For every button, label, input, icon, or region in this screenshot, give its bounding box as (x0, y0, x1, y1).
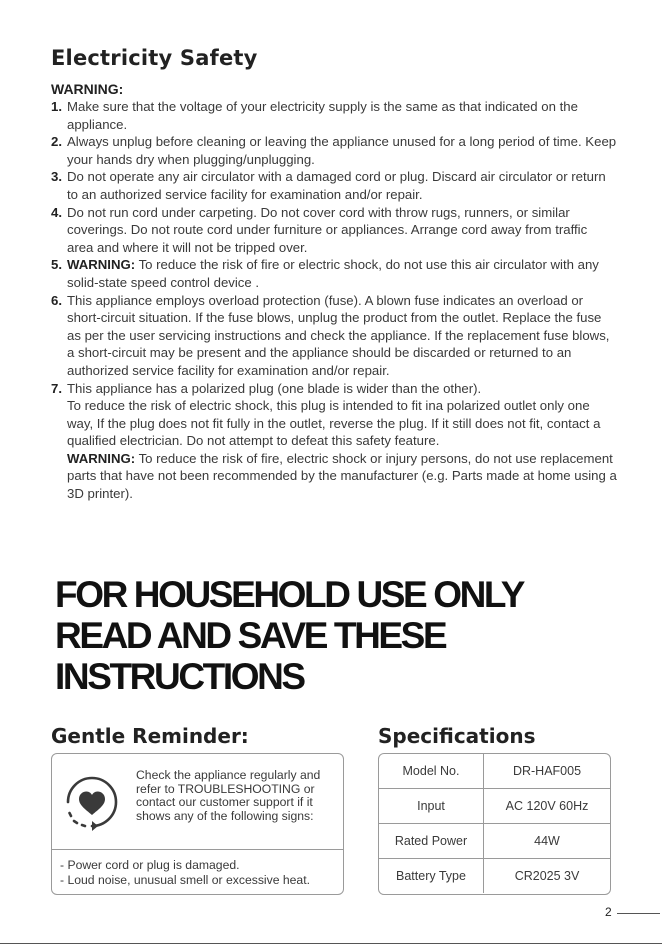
household-line-1: FOR HOUSEHOLD USE ONLY (55, 574, 524, 615)
list-item: - Loud noise, unusual smell or excessive heat. (60, 872, 310, 887)
section-title: Electricity Safety (51, 46, 258, 70)
item-text: Make sure that the voltage of your electricity supply is the same as that indicated on the appliance. (67, 99, 578, 132)
list-item (51, 380, 617, 503)
page-number: 2 (605, 905, 612, 919)
spec-value: CR2025 3V (514, 869, 580, 883)
specifications-table (378, 753, 611, 895)
reminder-box (51, 753, 344, 895)
warning-label: WARNING: (51, 81, 124, 97)
item-warning (67, 450, 617, 503)
item-number: 1. (51, 99, 62, 114)
table-row (379, 754, 610, 788)
household-line-3: INSTRUCTIONS (55, 656, 304, 697)
item-warning-text: To reduce the risk of fire, electric shock or injury persons, do not use replacement parts that have not been recommended by the manufacturer (e.g. Parts made at home using a 3D printer). (67, 450, 617, 502)
item-text: Do not operate any air circulator with a damaged cord or plug. Discard air circulator or return to an authorized service facility for examination and/or repair. (67, 169, 606, 202)
item-number: 5. (51, 257, 62, 273)
table-row (379, 788, 610, 823)
spec-value: AC 120V 60Hz (505, 799, 589, 813)
spec-key: Rated Power (379, 824, 484, 858)
specifications-title: Specifications (378, 724, 536, 748)
spec-key: Model No. (379, 754, 484, 788)
spec-value: DR-HAF005 (512, 764, 582, 778)
list-item (51, 256, 617, 291)
table-row (379, 823, 610, 858)
item-paragraph: To reduce the risk of electric shock, this plug is intended to fit ina polarized outlet only one way, If the plug does not fit fully in the outlet, reverse the plug. If it still does not fit, contact a qualified electrician. Do not attempt to defeat this safety feature. (67, 398, 601, 449)
list-item (51, 292, 617, 380)
list-item (51, 168, 617, 203)
spec-key: Battery Type (379, 859, 484, 893)
item-text: To reduce the risk of fire or electric shock, do not use this air circulator with any solid-state speed control device . (67, 257, 599, 290)
heart-cycle-icon (60, 770, 124, 834)
spec-value: 44W (534, 834, 560, 848)
item-text: Always unplug before cleaning or leaving the appliance unused for a long period of time. Keep your hands dry when plugging/unplugging. (67, 134, 617, 167)
list-item (51, 133, 617, 168)
reminder-top (52, 754, 343, 849)
item-number: 2. (51, 134, 62, 150)
spec-key: Input (379, 789, 484, 823)
list-item (51, 204, 617, 257)
item-number: 6. (51, 292, 62, 308)
reminder-body: Check the appliance regularly and refer to TROUBLESHOOTING or contact our customer support if it shows any of the following signs: (136, 768, 321, 823)
household-notice (55, 574, 615, 697)
reminder-divider (52, 849, 343, 850)
item-number: 3. (51, 169, 62, 185)
reminder-signs (60, 858, 342, 887)
item-number: 7. (51, 380, 62, 396)
item-number: 4. (51, 204, 62, 220)
item-warning-label: WARNING: (67, 257, 136, 273)
item-text: This appliance has a polarized plug (one blade is wider than the other). (67, 380, 482, 396)
bottom-rule (0, 943, 662, 944)
household-line-2: READ AND SAVE THESE (55, 615, 446, 656)
page-number-rule (617, 913, 660, 914)
item-warning-label: WARNING: (67, 450, 136, 466)
table-row (379, 858, 610, 893)
list-item (51, 98, 617, 133)
item-text: Do not run cord under carpeting. Do not cover cord with throw rugs, runners, or similar coverings. Do not route cord under furniture or appliances. Arrange cord away from traffic area and where it will not be tripped over. (67, 204, 588, 255)
safety-list (51, 98, 617, 503)
list-item: - Power cord or plug is damaged. (60, 858, 240, 872)
reminder-title: Gentle Reminder: (51, 724, 249, 748)
item-text: This appliance employs overload protection (fuse). A blown fuse indicates an overload or short-circuit situation. If the fuse blows, unplug the product from the outlet. Replace the fuse as per the user servicing instructions and check the appliance. If the replacement fuse blows, a short-circuit may be present and the appliance should be discarded or returned to an authorized service facility for examination and/or repair. (67, 292, 610, 378)
